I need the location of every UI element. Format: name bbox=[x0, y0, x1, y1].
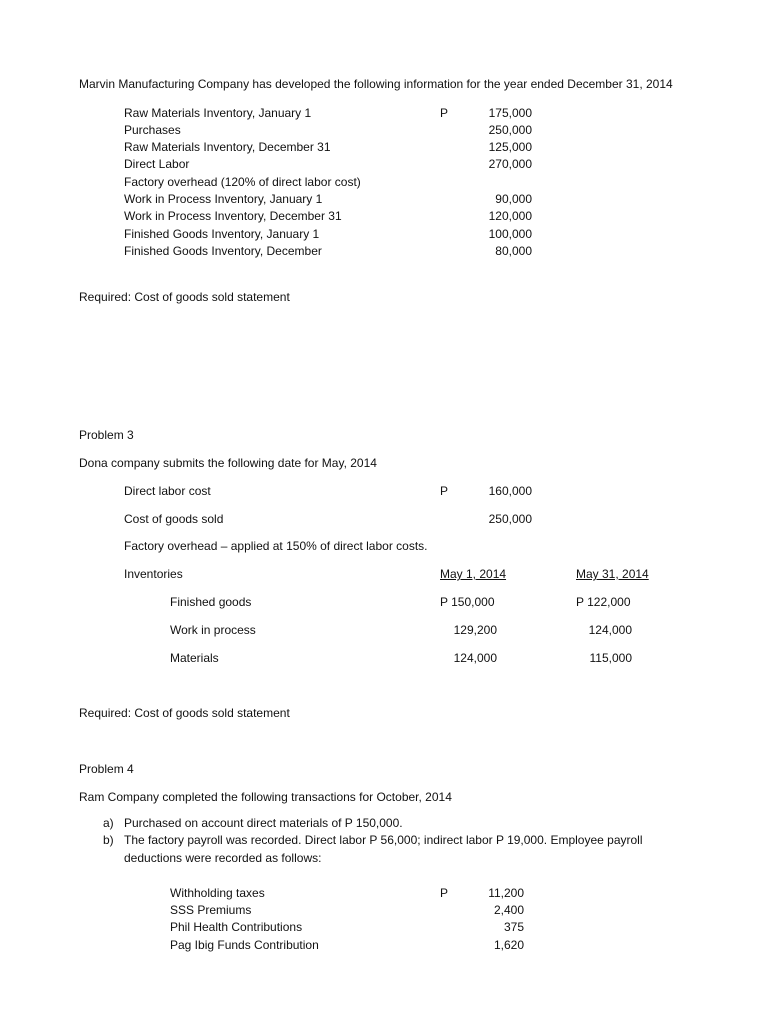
marvin-item-value: 80,000 bbox=[495, 244, 532, 258]
col-header-may31: May 31, 2014 bbox=[576, 567, 649, 581]
problem3-heading: Problem 3 bbox=[79, 428, 134, 442]
problem3-currency-symbol: P bbox=[440, 484, 449, 498]
cogs-label: Cost of goods sold bbox=[124, 512, 224, 526]
cogs-value: 250,000 bbox=[488, 512, 532, 526]
inventory-row-may1: 124,000 bbox=[453, 651, 497, 665]
problem3-required: Required: Cost of goods sold statement bbox=[79, 706, 290, 720]
inventory-row-label: Finished goods bbox=[170, 595, 252, 609]
inventory-row-may31: 124,000 bbox=[588, 623, 632, 637]
inventory-row-may1: 129,200 bbox=[453, 623, 497, 637]
marvin-item-label: Purchases bbox=[124, 123, 181, 137]
problem4-heading: Problem 4 bbox=[79, 762, 134, 776]
item-a-marker: a) bbox=[103, 816, 114, 830]
item-b-marker: b) bbox=[103, 833, 114, 847]
direct-labor-value: 160,000 bbox=[488, 484, 532, 498]
marvin-item-label: Finished Goods Inventory, January 1 bbox=[124, 227, 320, 241]
deduction-label: SSS Premiums bbox=[170, 903, 252, 917]
marvin-intro: Marvin Manufacturing Company has developed the following information for the year ended December 31, 2014 bbox=[79, 77, 673, 91]
marvin-item-label: Raw Materials Inventory, January 1 bbox=[124, 106, 312, 120]
marvin-item-value: 90,000 bbox=[495, 192, 532, 206]
marvin-currency-symbol: P bbox=[440, 106, 449, 120]
deduction-value: 1,620 bbox=[493, 938, 524, 952]
marvin-item-value: 270,000 bbox=[488, 157, 532, 171]
direct-labor-label: Direct labor cost bbox=[124, 484, 211, 498]
deduction-label: Withholding taxes bbox=[170, 886, 265, 900]
item-b-line1: The factory payroll was recorded. Direct labor P 56,000; indirect labor P 19,000. Employee payroll bbox=[124, 833, 643, 847]
marvin-item-value: 100,000 bbox=[488, 227, 532, 241]
item-b-line2: deductions were recorded as follows: bbox=[124, 851, 322, 865]
inventory-row-label: Materials bbox=[170, 651, 219, 665]
problem4-intro: Ram Company completed the following transactions for October, 2014 bbox=[79, 790, 452, 804]
item-a-text: Purchased on account direct materials of P 150,000. bbox=[124, 816, 403, 830]
deduction-value: 2,400 bbox=[493, 903, 524, 917]
inventory-row-may1: P 150,000 bbox=[440, 595, 495, 609]
inventory-row-may31: 115,000 bbox=[589, 651, 632, 665]
marvin-item-value: 175,000 bbox=[488, 106, 532, 120]
marvin-item-value: 120,000 bbox=[488, 209, 532, 223]
inventory-row-may31: P 122,000 bbox=[576, 595, 631, 609]
deduction-label: Phil Health Contributions bbox=[170, 920, 303, 934]
problem3-intro: Dona company submits the following date for May, 2014 bbox=[79, 456, 377, 470]
problem4-currency-symbol: P bbox=[440, 886, 449, 900]
marvin-item-label: Work in Process Inventory, December 31 bbox=[124, 209, 342, 223]
deduction-value: 375 bbox=[503, 920, 524, 934]
deduction-label: Pag Ibig Funds Contribution bbox=[170, 938, 319, 952]
overhead-text: Factory overhead – applied at 150% of direct labor costs. bbox=[124, 539, 428, 553]
marvin-item-value: 250,000 bbox=[488, 123, 532, 137]
deduction-value: 11,200 bbox=[488, 886, 524, 900]
marvin-item-label: Direct Labor bbox=[124, 157, 190, 171]
marvin-item-label: Finished Goods Inventory, December bbox=[124, 244, 322, 258]
marvin-item-label: Raw Materials Inventory, December 31 bbox=[124, 140, 331, 154]
inventories-label: Inventories bbox=[124, 567, 183, 581]
inventory-row-label: Work in process bbox=[170, 623, 256, 637]
col-header-may1: May 1, 2014 bbox=[440, 567, 507, 581]
marvin-item-label: Factory overhead (120% of direct labor cost) bbox=[124, 175, 361, 189]
marvin-required: Required: Cost of goods sold statement bbox=[79, 290, 290, 304]
marvin-item-label: Work in Process Inventory, January 1 bbox=[124, 192, 323, 206]
marvin-item-value: 125,000 bbox=[488, 140, 532, 154]
